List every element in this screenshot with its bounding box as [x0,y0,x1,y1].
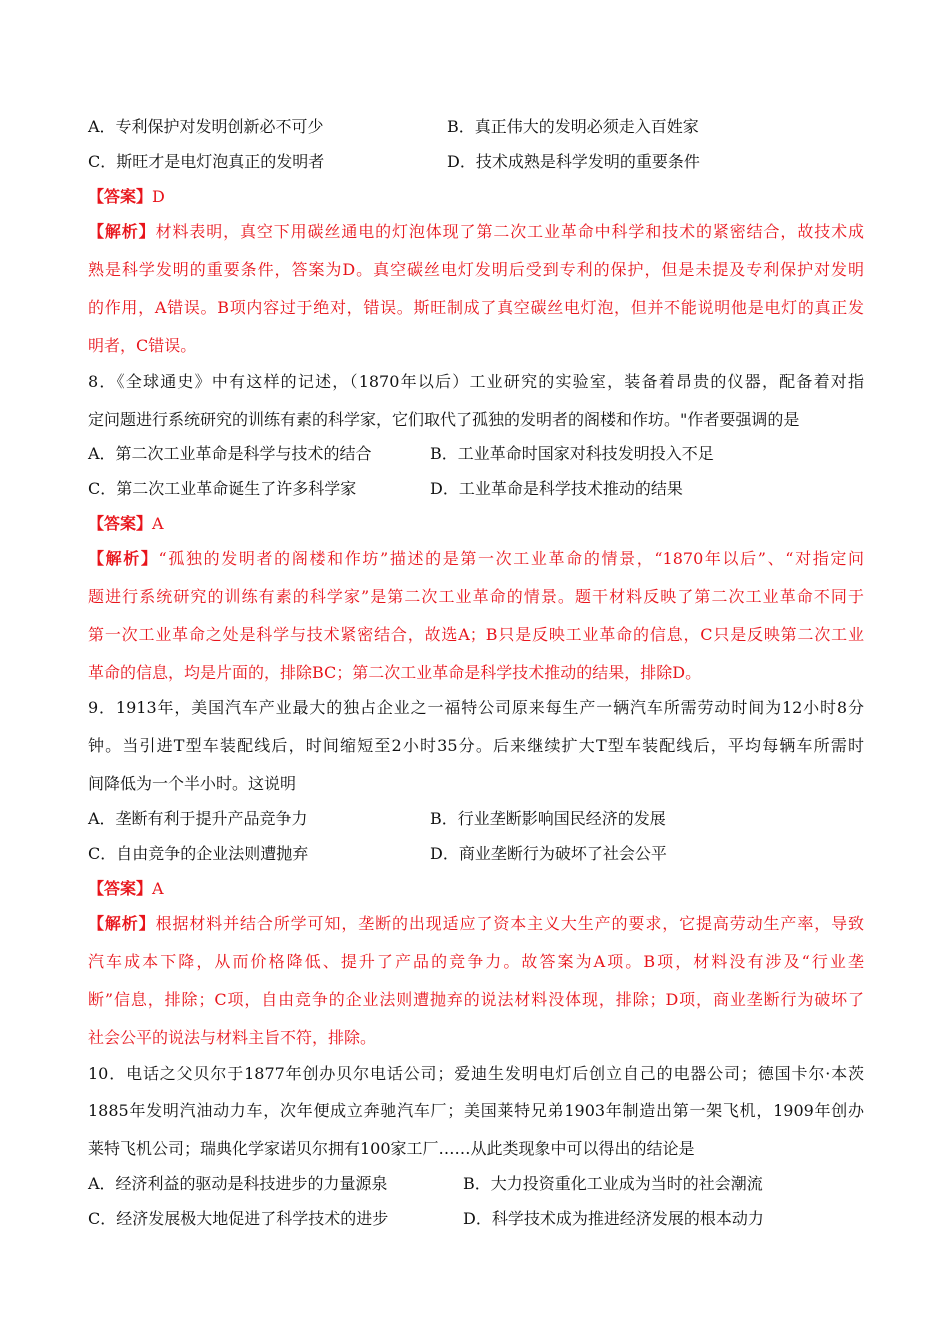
q8-option-b: B．工业革命时国家对科技发明投入不足 [430,444,714,463]
q8-analysis-line-4: 革命的信息，均是片面的，排除BC；第二次工业革命是科学技术推动的结果，排除D。 [88,663,702,682]
q9-option-b: B．行业垄断影响国民经济的发展 [430,809,666,828]
q9-answer [88,879,864,899]
q7-option-b: B．真正伟大的发明必须走入百姓家 [447,117,699,136]
q9-stem-line-2: 钟。当引进T型车装配线后，时间缩短至2小时35分。后来继续扩大T型车装配线后，平均每辆车所需时 [88,736,864,755]
q8-option-a: A．第二次工业革命是科学与技术的结合 [88,444,372,463]
q9-option-c: C．自由竞争的企业法则遭抛弃 [88,844,309,863]
q10-stem-line-1: 10．电话之父贝尔于1877年创办贝尔电话公司；爱迪生发明电灯后创立自己的电器公司；德国卡尔·本茨 [88,1064,864,1083]
q9-option-d: D．商业垄断行为破坏了社会公平 [430,844,667,863]
q9-stem-line-1: 9．1913年，美国汽车产业最大的独占企业之一福特公司原来每生产一辆汽车所需劳动时间为12小时8分 [88,698,864,717]
q7-analysis-line-3: 的作用，A错误。B项内容过于绝对，错误。斯旺制成了真空碳丝电灯泡，但并不能说明他是电灯的真正发 [88,298,864,317]
q8-option-c: C．第二次工业革命诞生了许多科学家 [88,479,357,498]
answer-tag: 【答案】 [88,514,153,533]
q8-stem-line-1: 8．《全球通史》中有这样的记述，（1870年以后）工业研究的实验室，装备着昂贵的仪器，配备着对指 [88,372,864,391]
q10-option-b: B．大力投资重化工业成为当时的社会潮流 [463,1174,763,1193]
q7-analysis-line-2: 熟是科学发明的重要条件，答案为D。真空碳丝电灯发明后受到专利的保护，但是未提及专利保护对发明 [88,260,864,279]
answer-tag: 【答案】 [88,879,153,898]
q9-stem-line-3: 间降低为一个半小时。这说明 [88,774,297,793]
q8-analysis-line-3: 第一次工业革命之处是科学与技术紧密结合，故选A；B只是反映工业革命的信息，C只是反映第二次工业 [88,625,864,644]
q10-option-a: A．经济利益的驱动是科技进步的力量源泉 [88,1174,388,1193]
q7-analysis-line-1: 【解析】材料表明，真空下用碳丝通电的灯泡体现了第二次工业革命中科学和技术的紧密结合，故技术成 [88,222,864,241]
q8-option-d: D．工业革命是科学技术推动的结果 [430,479,683,498]
answer-value: A [152,514,164,533]
answer-value: A [152,879,164,898]
q7-option-d: D．技术成熟是科学发明的重要条件 [447,152,700,171]
q9-option-a: A．垄断有利于提升产品竞争力 [88,809,308,828]
q7-option-c: C．斯旺才是电灯泡真正的发明者 [88,152,325,171]
q7-option-a: A．专利保护对发明创新必不可少 [88,117,324,136]
q8-answer [88,514,864,534]
q7-answer [88,187,864,207]
q10-stem-line-2: 1885年发明汽油动力车，次年便成立奔驰汽车厂；美国莱特兄弟1903年制造出第一架飞机，1909年创办 [88,1101,864,1120]
q9-analysis-line-3: 断”信息，排除；C项，自由竞争的企业法则遭抛弃的说法材料没体现，排除；D项，商业垄断行为破坏了 [88,990,864,1009]
q9-analysis-line-4: 社会公平的说法与材料主旨不符，排除。 [88,1028,377,1047]
analysis-tag: 【解析】 [88,549,159,568]
q10-option-d: D．科学技术成为推进经济发展的根本动力 [463,1209,764,1228]
q9-analysis-line-2: 汽车成本下降，从而价格降低、提升了产品的竞争力。故答案为A项。B项，材料没有涉及“行业垄 [88,952,864,971]
q8-analysis-line-1: 【解析】“孤独的发明者的阁楼和作坊”描述的是第一次工业革命的情景，“1870年以后”、“对指定问 [88,549,864,568]
q10-option-c: C．经济发展极大地促进了科学技术的进步 [88,1209,389,1228]
q8-analysis-line-2: 题进行系统研究的训练有素的科学家”是第二次工业革命的情景。题干材料反映了第二次工业革命不同于 [88,587,864,606]
q8-stem-line-2: 定问题进行系统研究的训练有素的科学家，它们取代了孤独的发明者的阁楼和作坊。"作者要强调的是 [88,410,800,429]
q10-stem-line-3: 莱特飞机公司；瑞典化学家诺贝尔拥有100家工厂……从此类现象中可以得出的结论是 [88,1139,695,1158]
answer-value: D [152,187,165,206]
analysis-tag: 【解析】 [88,222,156,241]
analysis-tag: 【解析】 [88,914,156,933]
q7-analysis-line-4: 明者，C错误。 [88,336,197,355]
answer-tag: 【答案】 [88,187,153,206]
q9-analysis-line-1: 【解析】根据材料并结合所学可知，垄断的出现适应了资本主义大生产的要求，它提高劳动生产率，导致 [88,914,864,933]
